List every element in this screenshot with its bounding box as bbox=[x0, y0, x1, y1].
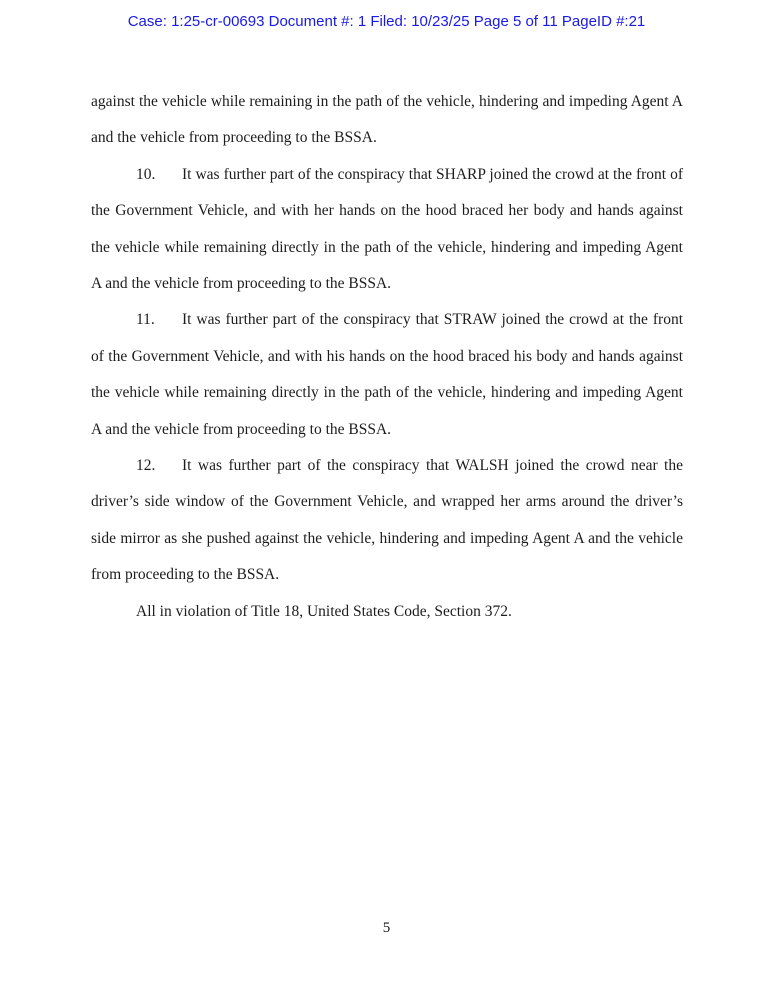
paragraph-number: 10. bbox=[136, 165, 156, 183]
paragraph-10 bbox=[91, 157, 683, 303]
ecf-header-stamp: Case: 1:25-cr-00693 Document #: 1 Filed: 10/23/25 Page 5 of 11 PageID #:21 bbox=[127, 13, 646, 30]
paragraph-text: It was further part of the conspiracy that WALSH joined the crowd near the driver’s side window of the Government Vehicle, and wrapped her arms around the driver’s side mirror as she pushed against the vehicle, hindering and impeding Agent A and the vehicle from proceeding to the BSSA. bbox=[91, 457, 683, 584]
closing-statement: All in violation of Title 18, United States Code, Section 372. bbox=[136, 602, 512, 620]
paragraph-text: It was further part of the conspiracy that SHARP joined the crowd at the front of the Government Vehicle, and with her hands on the hood braced her body and hands against the vehicle while remaining directly in the path of the vehicle, hindering and impeding Agent A and the vehicle from proceeding to the BSSA. bbox=[91, 165, 683, 293]
paragraph-11 bbox=[91, 302, 683, 448]
paragraph-12 bbox=[91, 448, 683, 594]
paragraph-number: 11. bbox=[136, 311, 155, 329]
continuation-paragraph: against the vehicle while remaining in the path of the vehicle, hindering and impeding Agent A and the vehicle from proceeding to the BSSA. bbox=[91, 93, 683, 147]
document-body bbox=[91, 84, 683, 630]
paragraph-text: It was further part of the conspiracy that STRAW joined the crowd at the front of the Government Vehicle, and with his hands on the hood braced his body and hands against the vehicle while remaining directly in the path of the vehicle, hindering and impeding Agent A and the vehicle from proceeding to the BSSA. bbox=[91, 311, 683, 438]
page-number: 5 bbox=[382, 920, 391, 936]
paragraph-number: 12. bbox=[136, 457, 156, 475]
